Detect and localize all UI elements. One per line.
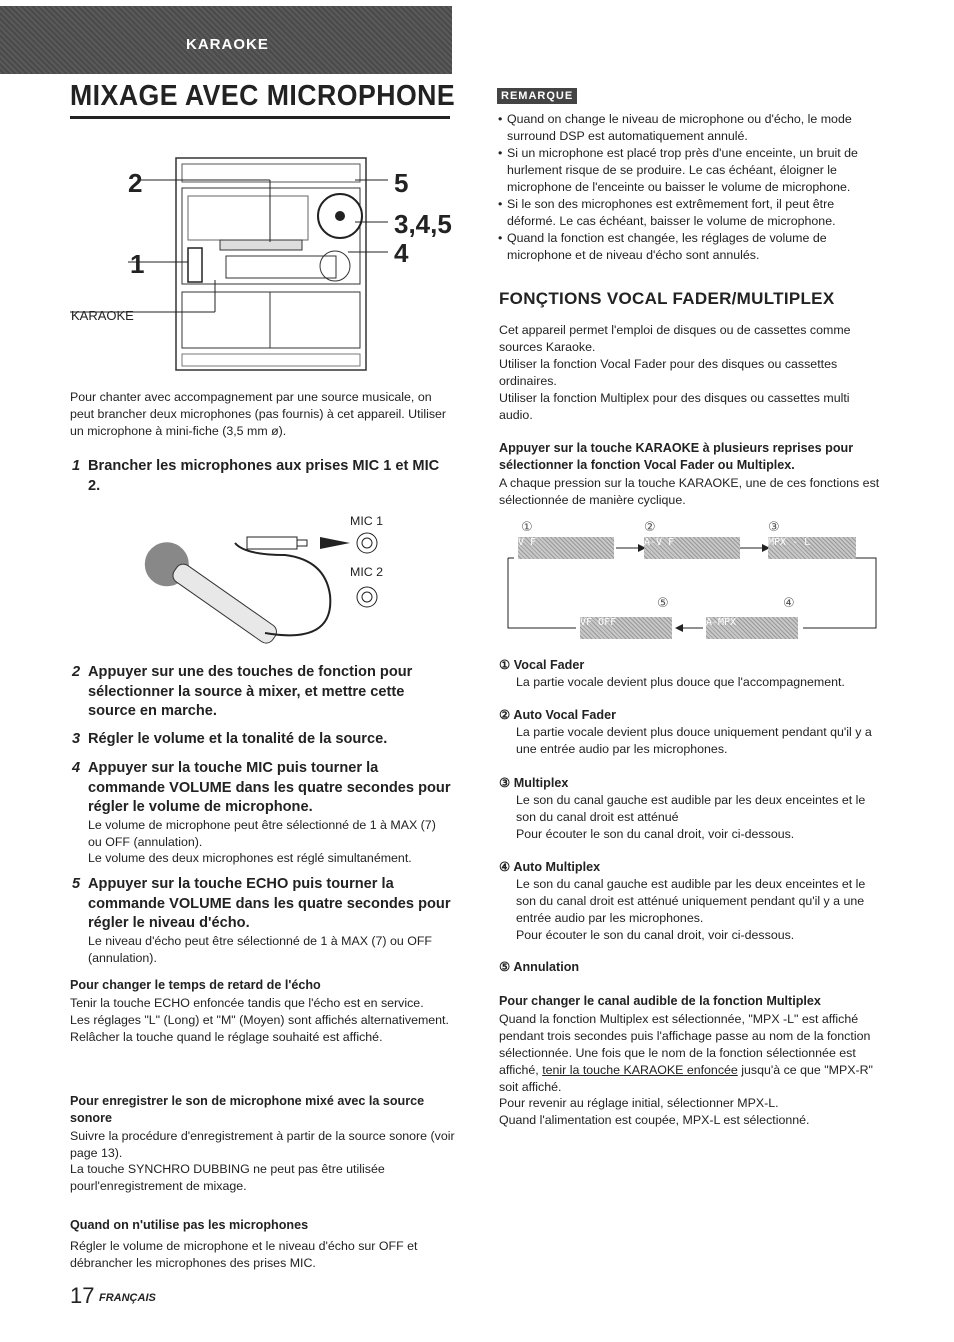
mode-1-desc: La partie vocale devient plus douce que l'accompagnement. xyxy=(516,675,845,689)
remarque-item: • Quand on change le niveau de microphone ou d'écho, le mode surround DSP est automatiquement annulé. xyxy=(498,111,882,145)
display-vf: V F xyxy=(518,537,614,559)
cycle-marker: ⑤ xyxy=(657,596,669,611)
vocal-heading: FONÇTIONS VOCAL FADER/MULTIPLEX xyxy=(499,289,835,308)
mode-3-desc: Le son du canal gauche est audible par les deux enceintes et le son du canal droit est atténué xyxy=(516,793,866,824)
step-4-note-2: Le volume des deux microphones est réglé simultanément. xyxy=(88,851,412,865)
cycle-marker: ④ xyxy=(783,596,795,611)
callout-345: 3,4,5 xyxy=(394,209,452,239)
remarque-item: • Si un microphone est placé trop près d'une enceinte, un bruit de hurlement risque de se produire. Le cas échéant, éloigner le microphone de l'enceinte ou baisser le volume de microphone. xyxy=(498,145,882,196)
display-avf: A-V F xyxy=(644,537,740,559)
display-mpxl: MPX - L xyxy=(768,537,856,559)
channel-heading: Pour changer le canal audible de la fonction Multiplex xyxy=(499,994,821,1008)
channel-text-3: Quand l'alimentation est coupée, MPX-L est sélectionné. xyxy=(499,1113,810,1127)
intro-text: Pour chanter avec accompagnement par une source musicale, on peut brancher deux microphones (pas fournis) à cet appareil. Utiliser un microphone à mini-fiche (3,5 mm ø). xyxy=(70,390,447,438)
callout-2: 2 xyxy=(128,168,143,198)
callout-5: 5 xyxy=(394,168,409,198)
vocal-intro-3: Utiliser la fonction Multiplex pour des disques ou cassettes multi audio. xyxy=(499,391,850,422)
title-underline xyxy=(70,116,450,119)
nomic-heading: Quand on n'utilise pas les microphones xyxy=(70,1218,309,1232)
microphone-illustration xyxy=(135,525,395,645)
mode-4-desc-2: Pour écouter le son du canal droit, voir ci-dessous. xyxy=(516,928,795,942)
footer-language: FRANÇAIS xyxy=(99,1292,156,1304)
step-1: 1 Brancher les microphones aux prises MIC 1 et MIC 2. xyxy=(72,458,440,494)
press-heading: Appuyer sur la touche KARAOKE à plusieurs reprises pour sélectionner la fonction Vocal Fader ou Multiplex. xyxy=(499,441,854,472)
record-text-1: Suivre la procédure d'enregistrement à partir de la source sonore (voir page 13). xyxy=(70,1129,455,1160)
mode-4-title: ④ Auto Multiplex xyxy=(499,860,601,874)
display-ampx: A-MPX xyxy=(706,617,798,639)
record-text-2: La touche SYNCHRO DUBBING ne peut pas être utilisée pourl'enregistrement de mixage. xyxy=(70,1162,385,1193)
delay-text: Tenir la touche ECHO enfoncée tandis que l'écho est en service. Les réglages "L" (Long) et "M" (Moyen) sont affichés alternativement. Relâcher la touche quand le réglage souhaité est affiché. xyxy=(70,996,449,1044)
remarque-item: • Si le son des microphones est extrêmement fort, il peut être déformé. Le cas échéant, baisser le volume de microphone. xyxy=(498,196,882,230)
channel-text-1: Quand la fonction Multiplex est sélectionnée, "MPX -L" est affiché pendant trois secondes puis l'affichage passe au nom de la fonction sélectionnée. Une fois que le nom de la fonction sélectionnée est affiché, tenir la touche KARAOKE enfoncée jusqu'à ce que "MPX-R" soit affiché. xyxy=(499,1012,873,1094)
mode-1-title: ① Vocal Fader xyxy=(499,658,585,672)
record-heading: Pour enregistrer le son de microphone mixé avec la source sonore xyxy=(70,1094,425,1125)
channel-instruction: tenir la touche KARAOKE enfoncée xyxy=(542,1063,738,1077)
remarque-item: • Quand la fonction est changée, les réglages de volume de microphone et de niveau d'écho sont annulés. xyxy=(498,230,882,264)
section-banner xyxy=(0,6,452,74)
step-2: 2 Appuyer sur une des touches de fonction pour sélectionner la source à mixer, et mettre cette source en marche. xyxy=(72,664,413,719)
step-4-note-1: Le volume de microphone peut être sélectionné de 1 à MAX (7) ou OFF (annulation). xyxy=(88,818,436,849)
cycle-marker: ② xyxy=(644,520,656,535)
vocal-intro-1: Cet appareil permet l'emploi de disques ou de cassettes comme sources Karaoke. xyxy=(499,323,851,354)
page-title: MIXAGE AVEC MICROPHONE xyxy=(70,80,456,112)
mode-3-desc-2: Pour écouter le son du canal droit, voir ci-dessous. xyxy=(516,827,795,841)
page-number: 17 xyxy=(70,1283,95,1308)
banner-label: KARAOKE xyxy=(186,36,269,53)
remarque-list xyxy=(498,111,882,264)
display-vfoff: VF OFF xyxy=(580,617,672,639)
step-5: 5 Appuyer sur la touche ECHO puis tourner la commande VOLUME dans les quatre secondes pour régler le niveau d'écho. xyxy=(72,876,451,931)
mic1-label: MIC 1 xyxy=(350,514,384,528)
nomic-text: Régler le volume de microphone et le niveau d'écho sur OFF et débrancher les microphones des prises MIC. xyxy=(70,1239,418,1270)
callout-1: 1 xyxy=(130,249,145,279)
mode-5-title: ⑤ Annulation xyxy=(499,960,580,974)
vocal-intro-2: Utiliser la fonction Vocal Fader pour des disques ou cassettes ordinaires. xyxy=(499,357,838,388)
mode-2-title: ② Auto Vocal Fader xyxy=(499,708,616,722)
step-3: 3 Régler le volume et la tonalité de la source. xyxy=(72,731,388,747)
step-5-note: Le niveau d'écho peut être sélectionné de 1 à MAX (7) ou OFF (annulation). xyxy=(88,934,432,965)
mode-2-desc: La partie vocale devient plus douce uniquement pendant qu'il y a une entrée audio par les microphones. xyxy=(516,725,872,756)
channel-text-2: Pour revenir au réglage initial, sélectionner MPX-L. xyxy=(499,1096,779,1110)
mode-4-desc: Le son du canal gauche est audible par les deux enceintes et le son du canal droit est atténué uniquement pendant qu'il y a une entrée audio par les microphones. xyxy=(516,877,866,925)
mode-3-title: ③ Multiplex xyxy=(499,776,569,790)
cycle-marker: ① xyxy=(521,520,533,535)
step-4: 4 Appuyer sur la touche MIC puis tourner la commande VOLUME dans les quatre secondes pour régler le volume de microphone. xyxy=(72,760,451,815)
karaoke-button-label: KARAOKE xyxy=(71,308,134,323)
callout-4: 4 xyxy=(394,238,409,268)
press-text: A chaque pression sur la touche KARAOKE, une de ces fonctions est sélectionnée de manière cyclique. xyxy=(499,476,880,507)
remarque-badge: REMARQUE xyxy=(497,88,577,104)
delay-heading: Pour changer le temps de retard de l'écho xyxy=(70,978,321,992)
mic2-label: MIC 2 xyxy=(350,565,384,579)
cycle-marker: ③ xyxy=(768,520,780,535)
